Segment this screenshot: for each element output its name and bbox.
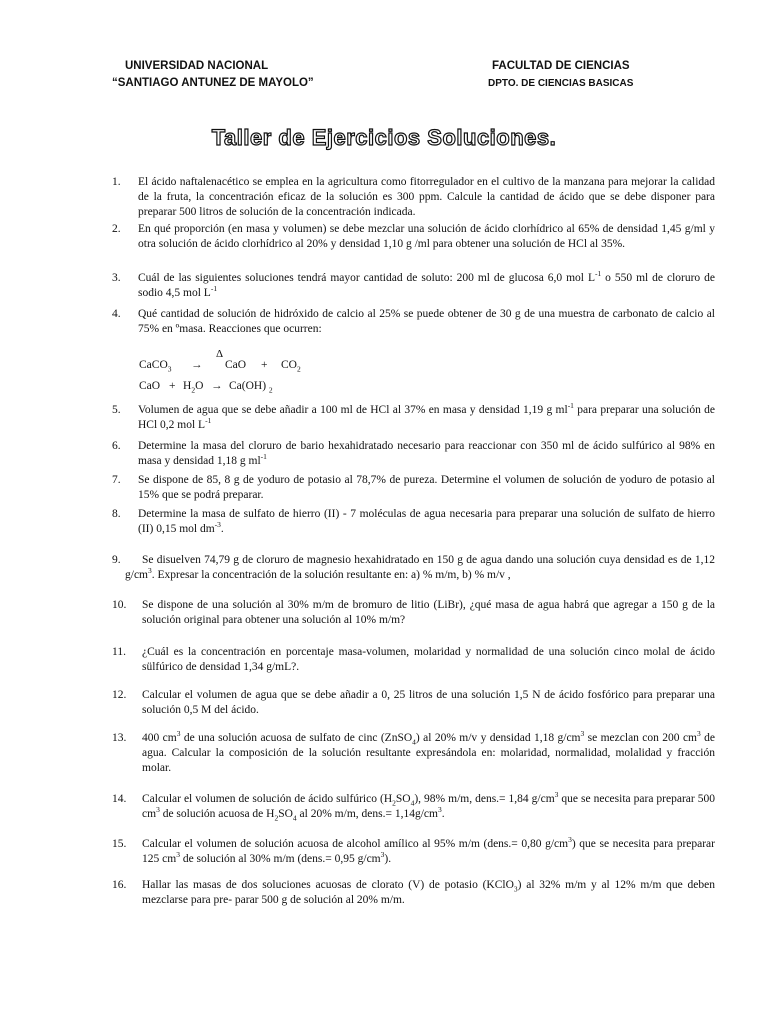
exercise-text: Volumen de agua que se debe añadir a 100 ml de HCl al 37% en masa y densidad 1,19 g $ml^{-1}$ para preparar una solución de HCl 0,2 mol $L^{-1}$ [138,401,715,431]
superscript: 3 [176,729,181,739]
exercise-8 [112,507,715,537]
exercise-16 [112,878,715,908]
superscript: 3 [176,850,180,860]
exercise-text: Calcular el volumen de solución de ácido sulfúrico $(H_2SO_4)$, 98% m/m, dens.= 1,84 $g/cm^3$ que se necesita para preparar 500 $cm^3$ de solución acuosa de $H_2SO_4$ al 20% m/m, dens.= $1,14g/cm^3$. [142,790,715,823]
exercise-number: 2. [112,223,121,235]
exercise-text: En qué proporción (en masa y volumen) se debe mezclar una solución de ácido clorhídrico al 65% de densidad 1,45 g/ml y otra solución de ácido clorhídrico al 20% y densidad 1,10 g /ml para obtener una solución de HCl al 35%. [138,223,715,250]
university-name: UNIVERSIDAD NACIONAL [125,60,269,72]
superscript: 3 [437,805,442,815]
exercise-11 [112,645,715,675]
exercise-text: Determine la masa de sulfato de hierro (II) - 7 moléculas de agua necesaria para preparar una solución de sulfato de hierro (II) 0,15 mol $dm^{-3}$. [138,508,715,535]
reactant-h2o [183,380,204,395]
plus-sign: + [169,380,176,392]
exercise-number: 4. [112,308,121,320]
exercise-number: 13. [112,732,127,744]
university-subtitle: “SANTIAGO ANTUNEZ DE MAYOLO” [112,77,314,89]
exercise-5 [112,403,715,433]
superscript: 3 [148,566,152,576]
exercise-4 [112,307,715,337]
exercise-text: Qué cantidad de solución de hidróxido de calcio al 25% se puede obtener de 30 g de una muestra de carbonato de calcio al 75% en ºmasa. Reacciones que ocurren: [138,308,715,335]
superscript: -1 [210,284,218,294]
superscript: -1 [594,269,602,279]
exercise-3 [112,271,715,301]
exercise-text: Se dispone de una solución al 30% m/m de bromuro de litio (LiBr), ¿qué masa de agua habrá que agregar a 150 g de la solución original para obtener una solución al 10% m/m? [142,599,715,626]
exercise-number: 10. [112,599,127,611]
exercise-number: 15. [112,838,127,850]
subscript: 4 [292,813,297,823]
heat-symbol: Δ [216,348,224,360]
superscript: 3 [156,805,160,815]
superscript: 3 [697,729,701,739]
exercise-number: 9. [112,554,121,566]
exercise-text: El ácido naftalenacético se emplea en la agricultura como fitorregulador en el cultivo de la manzana para mejorar la calidad de la fruta, la concentración eficaz de la solución es 300 ppm. Calcule la cantidad de ácido que se debe disponer para preparar 500 litros de solución de la concentración indicada. [138,176,715,218]
superscript: -3 [214,520,221,530]
exercise-10 [112,598,715,628]
superscript: -1 [260,452,267,462]
superscript: 3 [554,790,559,800]
exercise-text: Se disuelven 74,79 g de cloruro de magnesio hexahidratado en 150 g de agua dando una solución cuya densidad es de 1,12 $g/cm^3$. Expresar la concentración de la solución resultante en: a) % m/m, b) % m/v , [125,554,715,581]
superscript: 3 [568,835,572,845]
formula: Ca(OH) [229,380,267,392]
exercise-9 [112,553,715,583]
exercise-6 [112,439,715,469]
superscript: 3 [380,850,385,860]
subscript: 2 [268,385,273,395]
reaction-arrow: → [191,359,203,371]
reactant-caco3 [139,359,172,374]
superscript: -1 [567,401,574,411]
plus-sign: + [261,359,268,371]
exercise-number: 5. [112,404,121,416]
product-caoh2 [229,380,273,395]
exercise-2 [112,222,715,252]
formula: $H_2O$ [183,380,204,395]
exercise-number: 8. [112,508,121,520]
exercise-number: 16. [112,879,127,891]
subscript: 2 [296,364,301,374]
subscript: 4 [412,737,416,747]
exercise-text: Hallar las masas de dos soluciones acuosas de clorato (V) de potasio (KClO$_3$) al 32% m/m y al 12% m/m que deben mezclarse para pre- parar 500 g de solución al 20% m/m. [142,879,715,906]
formula: CO [281,359,297,371]
exercise-14 [112,792,715,822]
department-name: DPTO. DE CIENCIAS BASICAS [488,78,634,89]
exercise-text: Cuál de las siguientes soluciones tendrá mayor cantidad de soluto: 200 ml de glucosa 6,0 mol $L^{-1}$ o 550 ml de cloruro de sodio 4,5 mol $L^{-1}$ [138,269,715,299]
subscript: 2 [392,798,396,808]
exercise-13 [112,731,715,776]
exercise-number: 1. [112,176,121,188]
product-cao: CaO [225,359,247,371]
faculty-name: FACULTAD DE CIENCIAS [492,60,630,72]
exercise-text: 400 $cm^3$ de una solución acuosa de sulfato de cinc (ZnSO$_4$) al 20% m/v y densidad 1,18 $g/cm^3$ se mezclan con 200 $cm^3$ de agua. Calcular la composición de la solución resultante expresándola en: molaridad, normalidad, molalidad y fracción molar. [142,729,715,774]
exercise-number: 11. [112,646,126,658]
product-co2 [281,359,301,374]
page-title: Taller de Ejercicios Soluciones. [211,125,557,150]
exercise-number: 12. [112,689,127,701]
subscript: 2 [274,813,279,823]
subscript: 3 [167,364,172,374]
exercise-12 [112,688,715,718]
superscript: 3 [580,729,585,739]
exercise-number: 7. [112,474,121,486]
exercise-number: 14. [112,793,127,805]
reactant-cao: CaO [139,380,161,392]
formula: CaCO [139,359,168,371]
exercise-text: ¿Cuál es la concentración en porcentaje masa-volumen, molaridad y normalidad de una solución cinco molal de ácido sülfúrico de densidad 1,34 g/mL?. [142,646,715,673]
exercise-15 [112,837,715,867]
exercise-7 [112,473,715,503]
subscript: 2 [191,385,196,395]
exercise-text: Se dispone de 85, 8 g de yoduro de potasio al 78,7% de pureza. Determine el volumen de solución de yoduro de potasio al 15% que se podrá preparar. [138,474,715,501]
subscript: 3 [513,884,518,894]
exercise-text: Calcular el volumen de agua que se debe añadir a 0, 25 litros de una solución 1,5 N de ácido fosfórico para preparar una solución 0,5 M del ácido. [142,689,715,716]
exercise-number: 3. [112,272,121,284]
exercise-text: Calcular el volumen de solución acuosa de alcohol amílico al 95% m/m (dens.= 0,80 $g/cm^3$) que se necesita para preparar 125 $cm^3$ de solución al 30% m/m (dens.= 0,95 $g/cm^3$). [142,835,715,865]
superscript: -1 [205,416,212,426]
subscript: 4 [410,798,415,808]
exercise-1 [112,175,715,220]
exercise-text: Determine la masa del cloruro de bario hexahidratado necesario para reaccionar con 350 ml de ácido sulfúrico al 98% en masa y densidad 1,18 g $ml^{-1}$ [138,440,715,467]
exercise-number: 6. [112,440,121,452]
reaction-arrow: → [211,380,223,392]
